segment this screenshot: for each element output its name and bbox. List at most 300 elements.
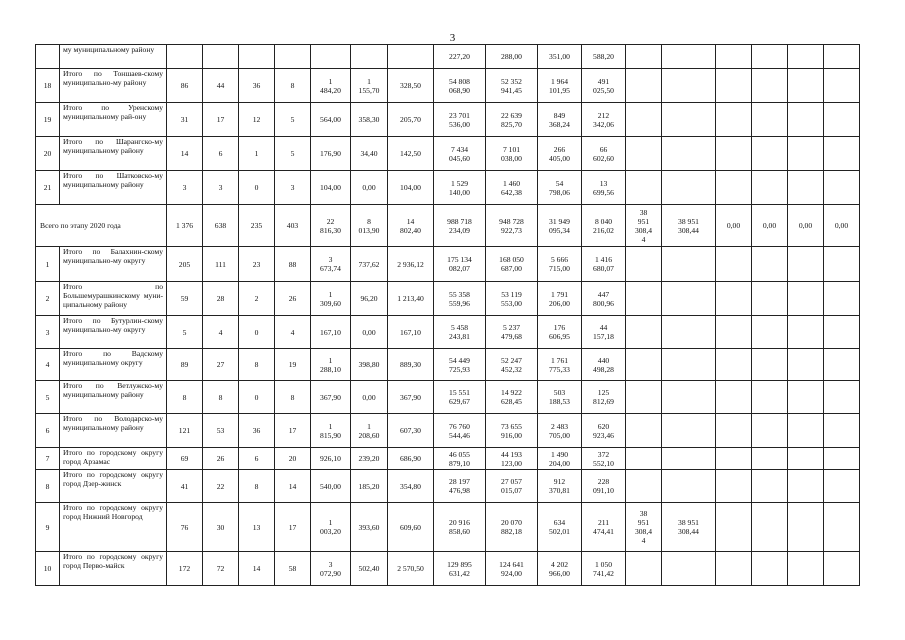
value-cell: 129 895 631,42 <box>434 552 486 586</box>
value-cell: 73 655 916,00 <box>486 414 538 448</box>
value-cell: 8 <box>275 381 311 414</box>
row-number-cell: 3 <box>36 316 60 349</box>
value-cell: 19 <box>275 349 311 381</box>
table-row <box>36 503 860 552</box>
value-cell <box>716 45 752 69</box>
value-cell: 17 <box>275 414 311 448</box>
value-cell <box>662 552 716 586</box>
value-cell <box>824 45 860 69</box>
value-cell <box>752 137 788 171</box>
value-cell <box>824 552 860 586</box>
value-cell <box>716 282 752 316</box>
value-cell <box>716 552 752 586</box>
value-cell: 167,10 <box>388 316 434 349</box>
value-cell <box>662 171 716 205</box>
municipality-name-cell: Итого по Уренскому муниципальному рай-ону <box>60 103 167 137</box>
row-number-cell: 18 <box>36 69 60 103</box>
value-cell <box>824 171 860 205</box>
value-cell <box>203 45 239 69</box>
value-cell <box>662 316 716 349</box>
value-cell <box>752 103 788 137</box>
value-cell: 168 050 687,00 <box>486 247 538 282</box>
value-cell <box>626 414 662 448</box>
value-cell: 1 288,10 <box>311 349 351 381</box>
row-number-cell: 7 <box>36 448 60 470</box>
value-cell: 26 <box>275 282 311 316</box>
value-cell <box>788 349 824 381</box>
value-cell: 3 <box>275 171 311 205</box>
value-cell <box>662 349 716 381</box>
row-number-cell: 8 <box>36 470 60 503</box>
value-cell: 17 <box>275 503 311 552</box>
table-row <box>36 282 860 316</box>
value-cell: 86 <box>167 69 203 103</box>
value-cell: 31 <box>167 103 203 137</box>
value-cell <box>626 137 662 171</box>
value-cell: 104,00 <box>311 171 351 205</box>
value-cell: 14 922 628,45 <box>486 381 538 414</box>
value-cell: 1 791 206,00 <box>538 282 582 316</box>
value-cell: 111 <box>203 247 239 282</box>
value-cell <box>662 45 716 69</box>
value-cell: 988 718 234,09 <box>434 205 486 247</box>
value-cell <box>716 349 752 381</box>
value-cell <box>752 349 788 381</box>
value-cell <box>716 316 752 349</box>
value-cell <box>824 470 860 503</box>
value-cell: 1 050 741,42 <box>582 552 626 586</box>
value-cell: 5 <box>275 137 311 171</box>
value-cell: 0,00 <box>824 205 860 247</box>
value-cell: 34,40 <box>351 137 388 171</box>
value-cell <box>824 381 860 414</box>
value-cell: 403 <box>275 205 311 247</box>
value-cell: 41 <box>167 470 203 503</box>
value-cell <box>626 316 662 349</box>
value-cell: 239,20 <box>351 448 388 470</box>
value-cell: 638 <box>203 205 239 247</box>
value-cell: 5 <box>167 316 203 349</box>
value-cell: 393,60 <box>351 503 388 552</box>
value-cell: 228 091,10 <box>582 470 626 503</box>
value-cell: 8 <box>239 349 275 381</box>
total-label-cell: Всего по этапу 2020 года <box>36 205 167 247</box>
value-cell: 172 <box>167 552 203 586</box>
row-number-cell: 1 <box>36 247 60 282</box>
table-row <box>36 414 860 448</box>
value-cell: 66 602,60 <box>582 137 626 171</box>
value-cell <box>716 171 752 205</box>
value-cell: 44 157,18 <box>582 316 626 349</box>
municipality-name-cell: Итого по городскому округу город Нижний Новгород <box>60 503 167 552</box>
value-cell: 4 <box>203 316 239 349</box>
value-cell <box>752 470 788 503</box>
value-cell: 52 352 941,45 <box>486 69 538 103</box>
value-cell <box>824 349 860 381</box>
value-cell: 0,00 <box>351 171 388 205</box>
value-cell <box>788 552 824 586</box>
municipality-name-cell: Итого по Вадскому муниципальному округу <box>60 349 167 381</box>
value-cell: 5 237 479,68 <box>486 316 538 349</box>
value-cell: 142,50 <box>388 137 434 171</box>
value-cell <box>311 45 351 69</box>
value-cell: 59 <box>167 282 203 316</box>
value-cell: 36 <box>239 69 275 103</box>
value-cell <box>752 247 788 282</box>
value-cell: 211 474,41 <box>582 503 626 552</box>
value-cell: 15 551 629,67 <box>434 381 486 414</box>
municipality-name-cell: Итого по Ветлужско-му муниципальному району <box>60 381 167 414</box>
value-cell <box>788 414 824 448</box>
table-row <box>36 316 860 349</box>
value-cell: 1 460 642,38 <box>486 171 538 205</box>
table-row <box>36 247 860 282</box>
value-cell <box>626 103 662 137</box>
value-cell: 948 728 922,73 <box>486 205 538 247</box>
value-cell: 26 <box>203 448 239 470</box>
municipality-name-cell: Итого по Шатковско-му муниципальному району <box>60 171 167 205</box>
value-cell: 212 342,06 <box>582 103 626 137</box>
value-cell <box>716 381 752 414</box>
value-cell: 52 247 452,32 <box>486 349 538 381</box>
value-cell: 5 666 715,00 <box>538 247 582 282</box>
value-cell <box>788 45 824 69</box>
value-cell <box>388 45 434 69</box>
value-cell <box>824 316 860 349</box>
value-cell <box>752 69 788 103</box>
municipality-name-cell: Итого по Володарско-му муниципальному району <box>60 414 167 448</box>
value-cell <box>752 381 788 414</box>
value-cell: 8 040 216,02 <box>582 205 626 247</box>
value-cell: 54 798,06 <box>538 171 582 205</box>
value-cell <box>788 69 824 103</box>
value-cell: 540,00 <box>311 470 351 503</box>
value-cell: 0,00 <box>788 205 824 247</box>
value-cell: 0,00 <box>351 381 388 414</box>
value-cell <box>716 103 752 137</box>
value-cell <box>662 103 716 137</box>
value-cell <box>752 316 788 349</box>
table-row <box>36 381 860 414</box>
value-cell <box>824 414 860 448</box>
value-cell <box>662 470 716 503</box>
row-number-cell: 5 <box>36 381 60 414</box>
municipality-name-cell: Итого по Тоншаев-скому муниципально-му району <box>60 69 167 103</box>
value-cell: 20 070 882,18 <box>486 503 538 552</box>
value-cell: 1 490 204,00 <box>538 448 582 470</box>
table-row <box>36 69 860 103</box>
value-cell: 167,10 <box>311 316 351 349</box>
value-cell: 0,00 <box>752 205 788 247</box>
value-cell: 1 416 680,07 <box>582 247 626 282</box>
row-number-cell <box>36 45 60 69</box>
value-cell: 7 434 045,60 <box>434 137 486 171</box>
value-cell: 104,00 <box>388 171 434 205</box>
value-cell <box>824 103 860 137</box>
value-cell <box>716 503 752 552</box>
value-cell: 440 498,28 <box>582 349 626 381</box>
value-cell: 3 072,90 <box>311 552 351 586</box>
value-cell <box>716 470 752 503</box>
value-cell: 28 <box>203 282 239 316</box>
value-cell <box>788 448 824 470</box>
municipality-name-cell: Итого по городскому округу город Перво-майск <box>60 552 167 586</box>
value-cell: 5 458 243,81 <box>434 316 486 349</box>
value-cell: 1 815,90 <box>311 414 351 448</box>
value-cell: 44 <box>203 69 239 103</box>
municipality-name-cell: Итого по Шарангско-му муниципальному району <box>60 137 167 171</box>
value-cell <box>662 137 716 171</box>
value-cell: 1 376 <box>167 205 203 247</box>
value-cell: 3 673,74 <box>311 247 351 282</box>
value-cell <box>239 45 275 69</box>
value-cell: 53 <box>203 414 239 448</box>
value-cell: 20 916 858,60 <box>434 503 486 552</box>
value-cell <box>752 448 788 470</box>
value-cell <box>275 45 311 69</box>
value-cell: 1 208,60 <box>351 414 388 448</box>
value-cell: 588,20 <box>582 45 626 69</box>
value-cell <box>626 45 662 69</box>
value-cell: 185,20 <box>351 470 388 503</box>
value-cell <box>752 552 788 586</box>
value-cell: 1 529 140,00 <box>434 171 486 205</box>
data-table <box>35 44 860 586</box>
value-cell: 502,40 <box>351 552 388 586</box>
municipality-name-cell: Итого по Балахнин-скому муниципально-му округу <box>60 247 167 282</box>
municipality-name-cell: му муниципальному району <box>60 45 167 69</box>
municipality-name-cell: Итого по городскому округу город Дзер-жинск <box>60 470 167 503</box>
value-cell <box>824 503 860 552</box>
value-cell: 367,90 <box>311 381 351 414</box>
value-cell: 367,90 <box>388 381 434 414</box>
value-cell: 6 <box>239 448 275 470</box>
value-cell <box>824 282 860 316</box>
value-cell <box>716 247 752 282</box>
value-cell: 2 936,12 <box>388 247 434 282</box>
value-cell <box>788 470 824 503</box>
value-cell: 53 119 553,00 <box>486 282 538 316</box>
value-cell: 14 802,40 <box>388 205 434 247</box>
value-cell: 358,30 <box>351 103 388 137</box>
table-row <box>36 103 860 137</box>
value-cell: 912 370,81 <box>538 470 582 503</box>
value-cell: 1 155,70 <box>351 69 388 103</box>
value-cell: 89 <box>167 349 203 381</box>
value-cell: 5 <box>275 103 311 137</box>
value-cell: 354,80 <box>388 470 434 503</box>
value-cell: 288,00 <box>486 45 538 69</box>
value-cell: 54 808 068,90 <box>434 69 486 103</box>
value-cell: 8 <box>275 69 311 103</box>
value-cell: 3 <box>167 171 203 205</box>
value-cell: 36 <box>239 414 275 448</box>
value-cell: 447 800,96 <box>582 282 626 316</box>
value-cell <box>788 282 824 316</box>
value-cell: 8 013,90 <box>351 205 388 247</box>
value-cell: 17 <box>203 103 239 137</box>
value-cell: 124 641 924,00 <box>486 552 538 586</box>
value-cell: 22 639 825,70 <box>486 103 538 137</box>
value-cell: 205 <box>167 247 203 282</box>
value-cell: 96,20 <box>351 282 388 316</box>
value-cell <box>824 448 860 470</box>
value-cell: 491 025,50 <box>582 69 626 103</box>
row-number-cell: 2 <box>36 282 60 316</box>
value-cell: 6 <box>203 137 239 171</box>
value-cell <box>662 247 716 282</box>
value-cell: 176,90 <box>311 137 351 171</box>
value-cell: 0 <box>239 316 275 349</box>
value-cell: 58 <box>275 552 311 586</box>
table-row <box>36 171 860 205</box>
value-cell: 76 <box>167 503 203 552</box>
value-cell: 23 <box>239 247 275 282</box>
value-cell: 175 134 082,07 <box>434 247 486 282</box>
value-cell <box>662 448 716 470</box>
value-cell: 737,62 <box>351 247 388 282</box>
value-cell: 4 <box>275 316 311 349</box>
value-cell: 125 812,69 <box>582 381 626 414</box>
value-cell <box>662 282 716 316</box>
value-cell: 88 <box>275 247 311 282</box>
value-cell: 634 502,01 <box>538 503 582 552</box>
value-cell: 38 951 308,4 4 <box>626 503 662 552</box>
value-cell: 69 <box>167 448 203 470</box>
value-cell <box>716 414 752 448</box>
value-cell: 22 816,30 <box>311 205 351 247</box>
value-cell <box>662 69 716 103</box>
value-cell: 564,00 <box>311 103 351 137</box>
value-cell: 121 <box>167 414 203 448</box>
value-cell: 0,00 <box>351 316 388 349</box>
value-cell: 2 <box>239 282 275 316</box>
value-cell: 609,60 <box>388 503 434 552</box>
value-cell: 8 <box>167 381 203 414</box>
value-cell: 12 <box>239 103 275 137</box>
value-cell <box>626 282 662 316</box>
value-cell: 398,80 <box>351 349 388 381</box>
value-cell: 2 483 705,00 <box>538 414 582 448</box>
value-cell: 8 <box>203 381 239 414</box>
table-row <box>36 45 860 69</box>
value-cell <box>626 470 662 503</box>
value-cell: 503 188,53 <box>538 381 582 414</box>
municipality-name-cell: Итого по Большемурашкинскому муни-ципальному району <box>60 282 167 316</box>
value-cell: 1 <box>239 137 275 171</box>
value-cell <box>626 448 662 470</box>
value-cell <box>752 45 788 69</box>
value-cell: 27 057 015,07 <box>486 470 538 503</box>
value-cell: 235 <box>239 205 275 247</box>
value-cell <box>662 414 716 448</box>
value-cell: 4 202 966,00 <box>538 552 582 586</box>
value-cell <box>752 414 788 448</box>
value-cell <box>626 171 662 205</box>
value-cell: 31 949 095,34 <box>538 205 582 247</box>
value-cell: 926,10 <box>311 448 351 470</box>
row-number-cell: 10 <box>36 552 60 586</box>
value-cell: 0 <box>239 171 275 205</box>
value-cell: 72 <box>203 552 239 586</box>
value-cell <box>626 349 662 381</box>
value-cell: 372 552,10 <box>582 448 626 470</box>
value-cell: 0 <box>239 381 275 414</box>
municipality-name-cell: Итого по городскому округу город Арзамас <box>60 448 167 470</box>
page-number: 3 <box>449 32 456 44</box>
value-cell: 30 <box>203 503 239 552</box>
table-row <box>36 552 860 586</box>
value-cell: 1 484,20 <box>311 69 351 103</box>
value-cell: 76 760 544,46 <box>434 414 486 448</box>
table-total-row <box>36 205 860 247</box>
row-number-cell: 20 <box>36 137 60 171</box>
value-cell <box>716 137 752 171</box>
value-cell: 54 449 725,93 <box>434 349 486 381</box>
value-cell: 0,00 <box>716 205 752 247</box>
value-cell: 20 <box>275 448 311 470</box>
value-cell <box>788 171 824 205</box>
value-cell: 8 <box>239 470 275 503</box>
value-cell: 620 923,46 <box>582 414 626 448</box>
value-cell: 13 699,56 <box>582 171 626 205</box>
value-cell <box>716 69 752 103</box>
value-cell: 14 <box>275 470 311 503</box>
table-row <box>36 349 860 381</box>
value-cell <box>626 247 662 282</box>
value-cell <box>662 381 716 414</box>
table-row <box>36 137 860 171</box>
value-cell <box>788 137 824 171</box>
value-cell: 28 197 476,98 <box>434 470 486 503</box>
value-cell: 14 <box>167 137 203 171</box>
row-number-cell: 19 <box>36 103 60 137</box>
value-cell: 328,50 <box>388 69 434 103</box>
value-cell: 849 368,24 <box>538 103 582 137</box>
value-cell: 1 761 775,33 <box>538 349 582 381</box>
value-cell: 2 570,50 <box>388 552 434 586</box>
value-cell <box>626 381 662 414</box>
value-cell <box>788 381 824 414</box>
row-number-cell: 9 <box>36 503 60 552</box>
value-cell: 38 951 308,44 <box>662 503 716 552</box>
value-cell: 55 358 559,96 <box>434 282 486 316</box>
table-row <box>36 448 860 470</box>
value-cell: 27 <box>203 349 239 381</box>
value-cell: 351,00 <box>538 45 582 69</box>
value-cell: 607,30 <box>388 414 434 448</box>
value-cell <box>788 503 824 552</box>
value-cell: 14 <box>239 552 275 586</box>
value-cell <box>824 247 860 282</box>
value-cell: 686,90 <box>388 448 434 470</box>
value-cell: 23 701 536,00 <box>434 103 486 137</box>
value-cell: 1 309,60 <box>311 282 351 316</box>
value-cell: 44 193 123,00 <box>486 448 538 470</box>
value-cell: 38 951 308,4 4 <box>626 205 662 247</box>
value-cell: 13 <box>239 503 275 552</box>
value-cell: 1 213,40 <box>388 282 434 316</box>
value-cell <box>752 503 788 552</box>
row-number-cell: 4 <box>36 349 60 381</box>
value-cell <box>167 45 203 69</box>
value-cell: 1 964 101,95 <box>538 69 582 103</box>
value-cell <box>626 552 662 586</box>
value-cell: 889,30 <box>388 349 434 381</box>
value-cell: 176 606,95 <box>538 316 582 349</box>
value-cell <box>824 69 860 103</box>
value-cell <box>788 316 824 349</box>
